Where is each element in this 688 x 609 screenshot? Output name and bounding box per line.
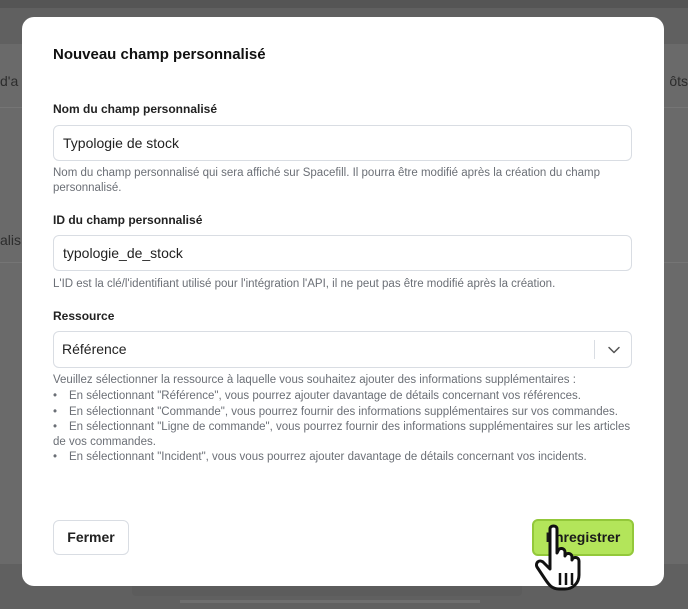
resource-field-label: Ressource — [53, 309, 115, 323]
resource-help — [53, 373, 633, 466]
background-text: ôts — [669, 73, 688, 89]
resource-help-intro: Veuillez sélectionner la ressource à laquelle vous souhaitez ajouter des informations supplémentaires : — [53, 374, 576, 386]
name-field-input[interactable]: Typologie de stock — [53, 125, 632, 161]
background-text: d'a — [0, 73, 19, 89]
id-field-input[interactable]: typologie_de_stock — [53, 235, 632, 271]
id-field-help: L'ID est la clé/l'identifiant utilisé pour l'intégration l'API, il ne peut pas être modifié après la création. — [53, 278, 556, 290]
list-item: • En sélectionnant "Commande", vous pourrez fournir des informations supplémentaires sur vos commandes. — [53, 405, 618, 418]
resource-select-value: Référence — [62, 341, 127, 357]
video-progress-bar — [180, 600, 480, 603]
name-field-help: Nom du champ personnalisé qui sera affiché sur Spacefill. Il pourra être modifié après la création du champ personnalisé. — [53, 167, 600, 194]
chevron-down-icon[interactable] — [607, 343, 621, 357]
resource-select[interactable] — [53, 331, 632, 368]
list-item: • En sélectionnant "Référence", vous pourrez ajouter davantage de détails concernant vos références. — [53, 390, 581, 403]
custom-field-modal — [22, 17, 664, 586]
save-button[interactable]: Enregistrer — [532, 519, 634, 556]
close-button[interactable]: Fermer — [53, 520, 129, 555]
resource-help-list — [53, 389, 633, 465]
list-item: • En sélectionnant "Ligne de commande", vous pourrez fournir des informations supplémentaires sur les articles de vos commandes. — [53, 420, 631, 449]
id-field-label: ID du champ personnalisé — [53, 213, 203, 227]
background-text: alis — [0, 232, 22, 248]
list-item: • En sélectionnant "Incident", vous vous pourrez ajouter davantage de détails concernant vos incidents. — [53, 451, 587, 464]
hand-pointer-icon — [532, 523, 594, 593]
background-topbar — [0, 0, 688, 8]
name-field-label: Nom du champ personnalisé — [53, 102, 218, 116]
modal-title: Nouveau champ personnalisé — [53, 46, 266, 63]
select-separator — [594, 340, 595, 359]
